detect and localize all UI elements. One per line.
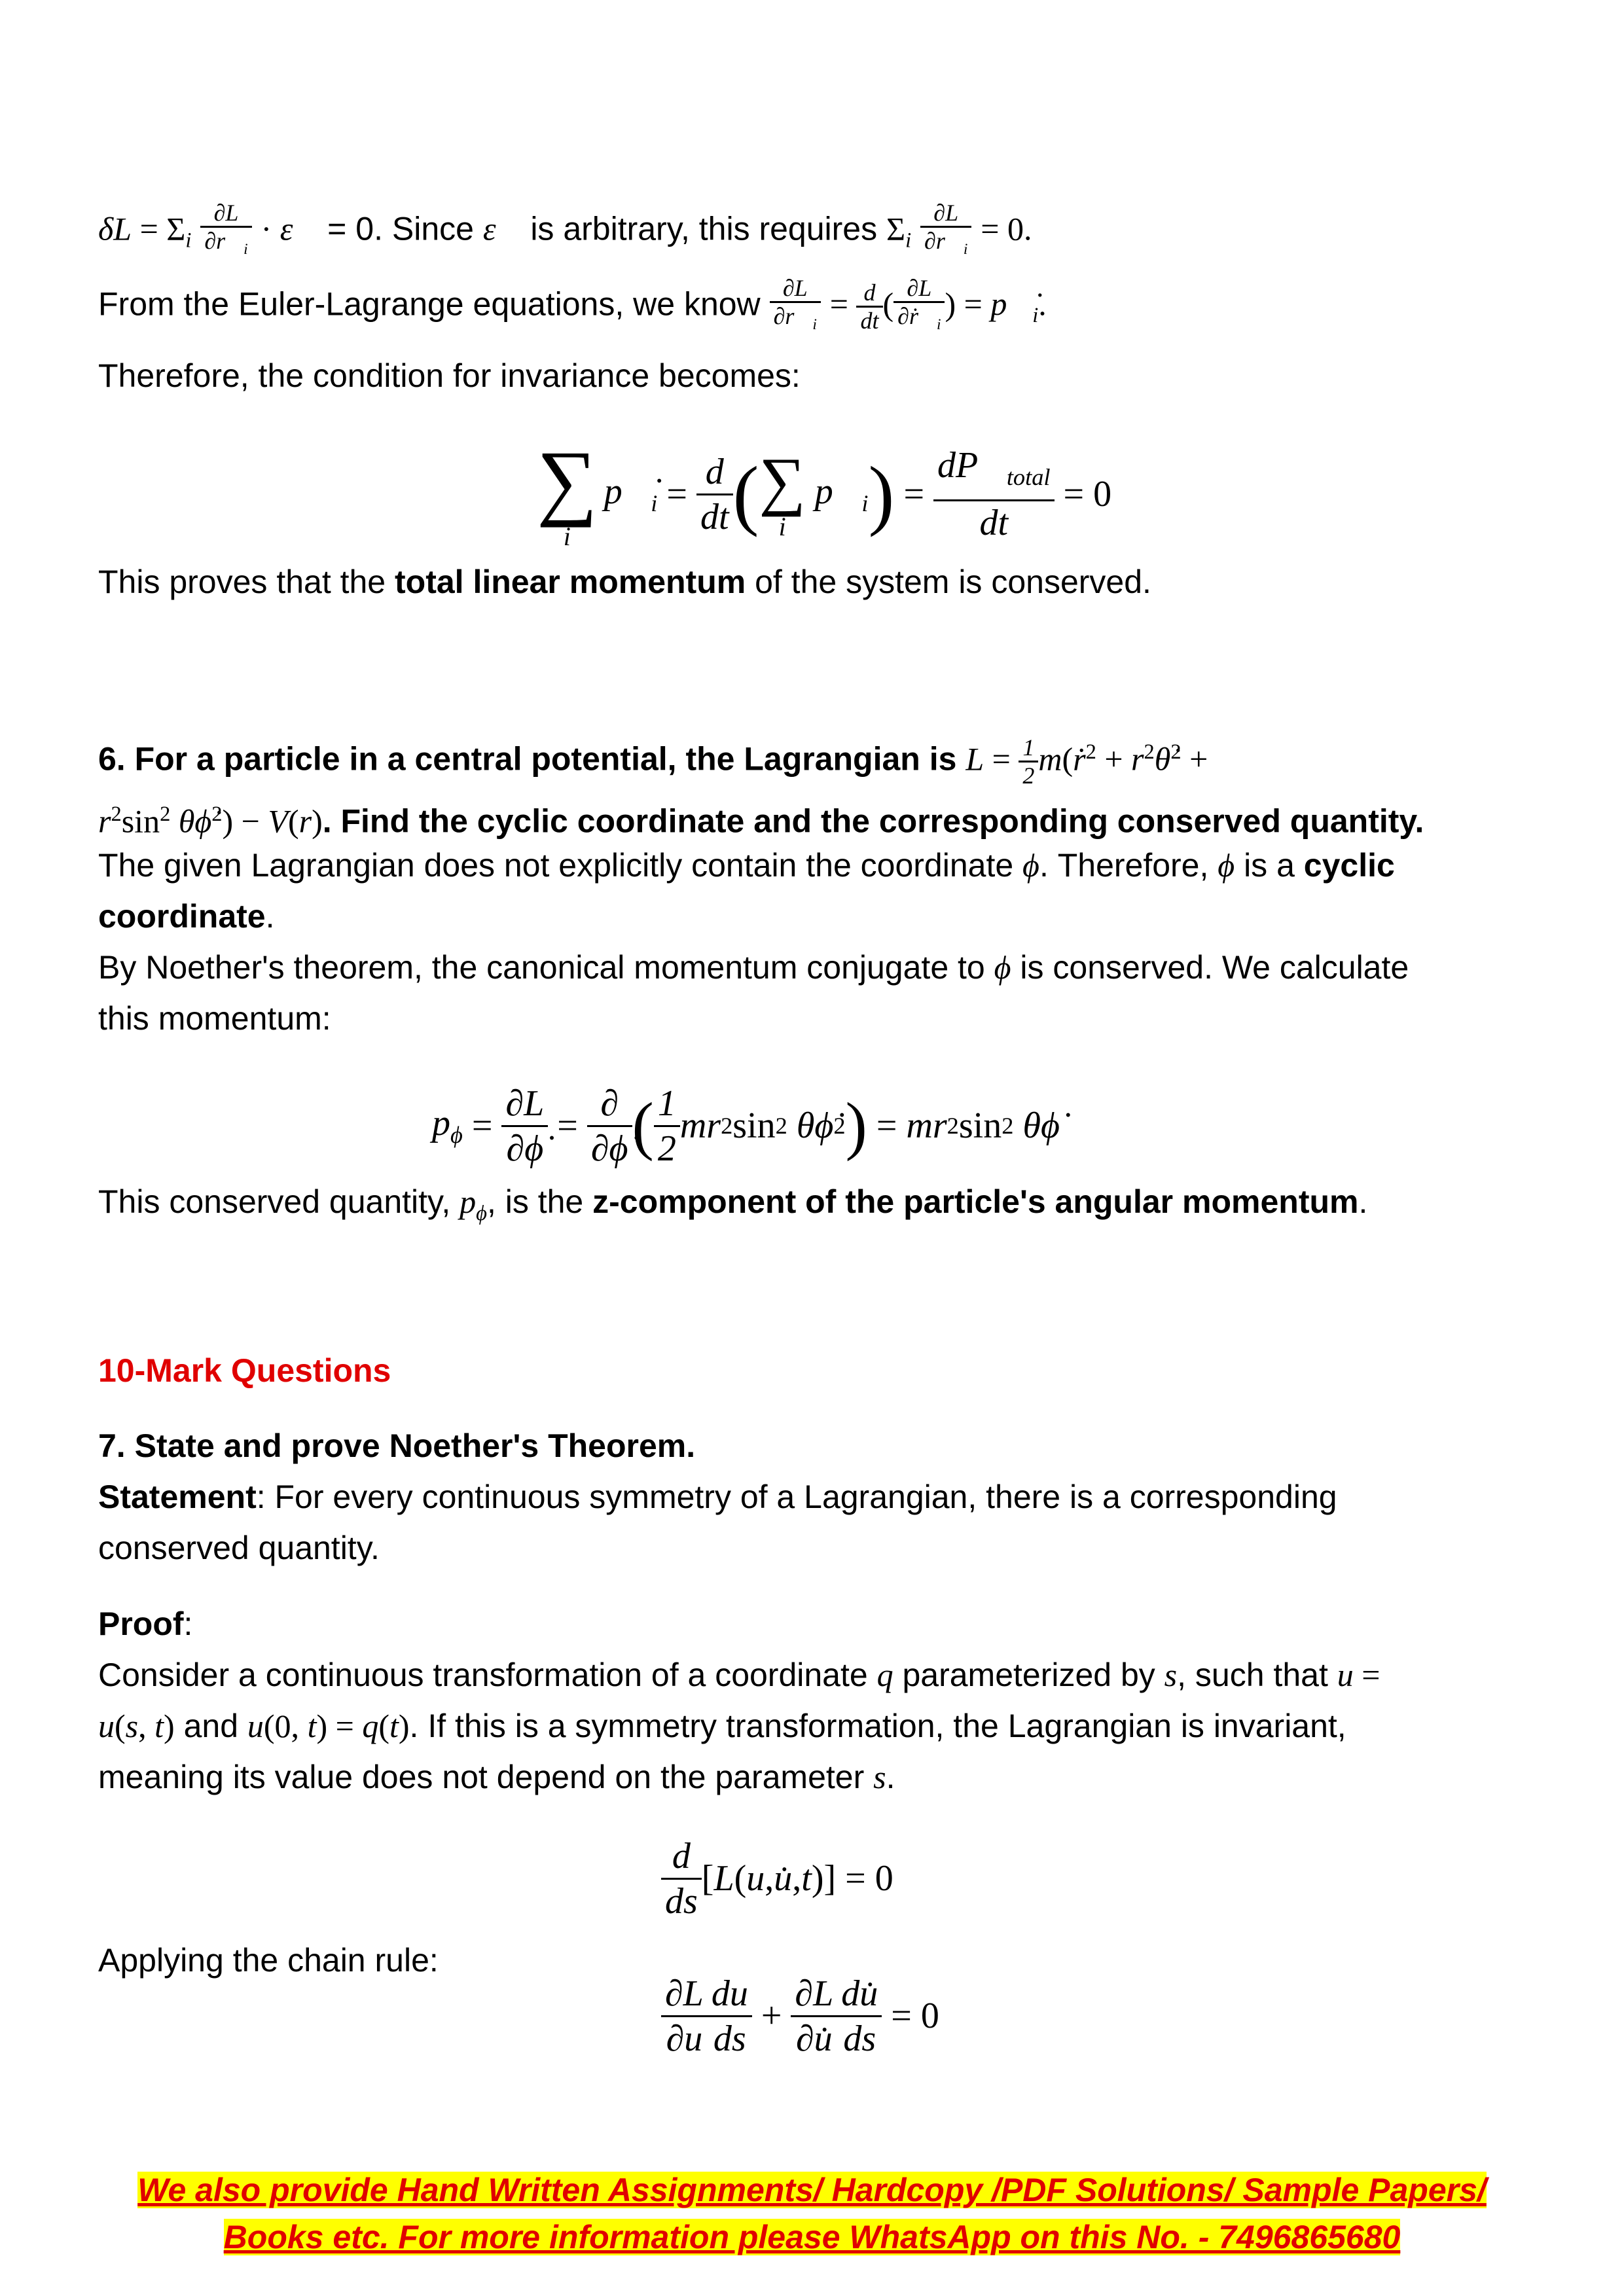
equation-dl-ds: $\frac{d}{ds}$ [ L ( u , u̇ , t )] = 0 [661,1826,903,1931]
prev-line-4: This proves that the total linear momentum of the system is conserved. [98,564,1151,600]
math-delta-l: δL [98,210,132,247]
footer-advert [0,2166,1624,2261]
q7-chain-rule: Applying the chain rule: [98,1942,439,1979]
q7-title: 7. State and prove Noether's Theorem. [98,1427,696,1464]
equation-p-phi: $p_\phi$ = $\frac{\partial L}{\partial\phi̇}$ = $\frac{\partial}{\partial\phi̇}$ ( $\frac{1}{2}$ mr 2 sin 2 θϕ̇ 2 ) = mr 2 sin 2 θϕ̇ [432,1083,1060,1169]
footer-line-2: Books etc. For more information please WhatsApp on this No. - 7496865680 [223,2219,1401,2255]
q7-proof-line-3: meaning its value does not depend on the parameter s. [98,1759,895,1795]
q7-proof-line-2: u(s, t) and u(0, t) = q(t). If this is a symmetry transformation, the Lagrangian is invariant, [98,1708,1346,1744]
q6-heading-line-1: 6. For a particle in a central potential, the Lagrangian is L = $\frac{1}{2}$ m(ṙ$^2$ + $r^2\thetȧ^2$ + [98,734,1208,789]
section-heading-10-mark: 10-Mark Questions [98,1352,391,1389]
q6-para-2-line-2: this momentum: [98,1000,331,1037]
prev-line-3: Therefore, the condition for invariance becomes: [98,357,801,394]
q7-statement-line-2: conserved quantity. [98,1530,380,1566]
prev-line-1: $\delta L = \Sigma_i$ $\frac{\partial L}{\partial r⃗_i}$ · ε⃗ = 0. Since ε⃗ is arbitrary, this requires $\Sigma_i$ $\frac{\partial L}{\partial r⃗_i}$ = 0. [98,200,1032,266]
q6-para-2-line-1: By Noether's theorem, the canonical momentum conjugate to ϕ is conserved. We calculate [98,949,1409,986]
q7-proof-line-1: Consider a continuous transformation of a coordinate q parameterized by s, such that u = [98,1657,1380,1693]
q6-para-1-line-1: The given Lagrangian does not explicitly contain the coordinate ϕ. Therefore, ϕ is a cyclic [98,847,1395,884]
q6-heading-line-2: $r^2\sin^2$ θϕ̇$^2$) − V(r). Find the cyclic coordinate and the corresponding conserved quantity. [98,802,1424,840]
q7-statement-line-1: Statement: For every continuous symmetry of a Lagrangian, there is a corresponding [98,1479,1337,1515]
equation-momentum-sum: ∑ i $p⃗̇_i$ = $\frac{d}{dt}$ ( ∑ i $p⃗_i$ ) = $\frac{dP⃗_{total}}{dt}$ = 0 [537,434,1112,551]
footer-line-1: We also provide Hand Written Assignments/ Hardcopy /PDF Solutions/ Sample Papers/ [137,2172,1487,2208]
q7-proof-label: Proof: [98,1605,193,1642]
q6-para-1-line-2: coordinate. [98,898,275,935]
math-dl-dri: $\frac{\partial L}{\partial r⃗_i}$ [200,200,251,262]
q6-para-3: This conserved quantity, $p_\phi$, is the z-component of the particle's angular momentum. [98,1183,1368,1225]
equation-chain-rule: $\frac{\partial L}{\partial u}$ $\frac{du}{ds}$ + $\frac{\partial L}{\partial u̇}$ $\frac{du̇}{ds}$ = 0 [661,1964,948,2068]
prev-line-2: From the Euler-Lagrange equations, we know $\frac{\partial L}{\partial r⃗_i}$ = $\frac{d}{dt}$ ( $\frac{\partial L}{\partial ṙ⃗_i}$ ) = $p⃗̇_i$. [98,275,1047,334]
